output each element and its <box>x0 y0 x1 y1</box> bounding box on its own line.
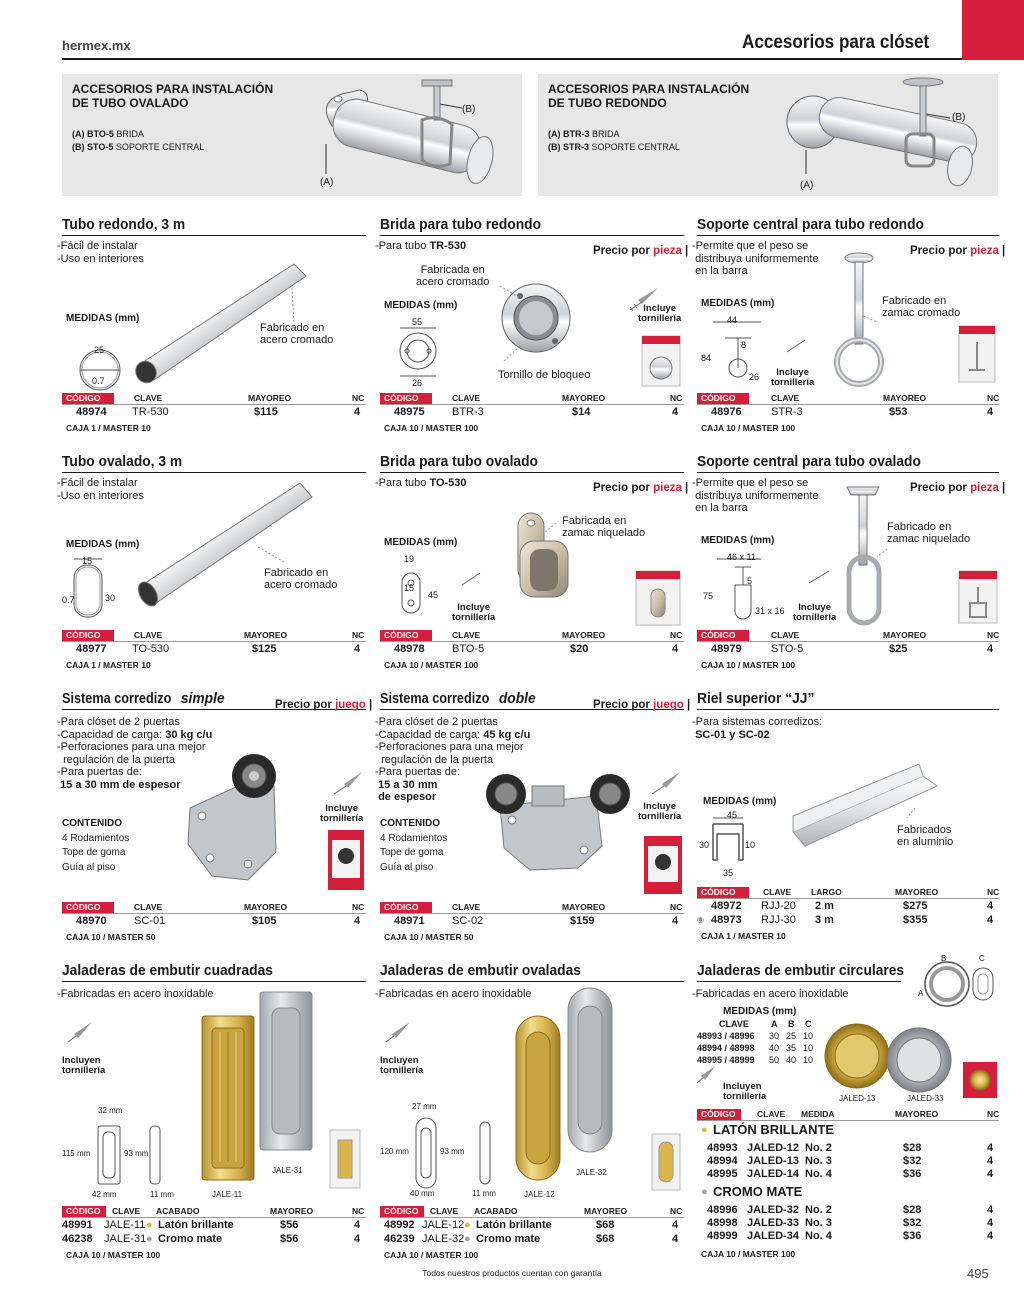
product-riel-jj <box>692 690 999 890</box>
dim-width: 19 <box>404 554 415 564</box>
banner-title-line1: ACCESORIOS PARA INSTALACIÓN <box>72 82 274 96</box>
packaging: CAJA 10 / MASTER 100 <box>384 660 479 670</box>
contents-list: CONTENIDO 4 Rodamientos Tope de goma Guía al piso <box>380 818 448 873</box>
col-codigo: CÓDIGO <box>380 630 432 641</box>
col-mayoreo: MAYOREO <box>248 393 292 403</box>
col-clave: CLAVE <box>452 902 481 912</box>
col-acabado: ACABADO <box>156 1206 200 1216</box>
product-corredizo-simple <box>57 690 373 900</box>
col-mayoreo: MAYOREO <box>883 630 927 640</box>
brass-swatch-icon: ● <box>464 1219 471 1231</box>
warranty-footer: Todos nuestros productos cuentan con garantía <box>422 1268 602 1278</box>
sliding-system-simple-image <box>62 690 366 900</box>
col-mayoreo: MAYOREO <box>895 1109 939 1119</box>
col-mayoreo: MAYOREO <box>895 887 939 897</box>
dim-b: 26 <box>749 372 760 382</box>
banner-item-b: (B) STO-5 SOPORTE CENTRAL <box>72 142 205 152</box>
chrome-swatch-icon: ● <box>701 1186 708 1198</box>
image-label-1: JALED-13 <box>839 1094 876 1103</box>
col-codigo: CÓDIGO <box>62 393 114 404</box>
packaging: CAJA 10 / MASTER 100 <box>384 1250 479 1260</box>
col-codigo: CÓDIGO <box>62 630 114 641</box>
label-a: (A) <box>800 180 814 191</box>
packaging: CAJA 10 / MASTER 100 <box>701 423 796 433</box>
col-codigo: CÓDIGO <box>380 393 432 404</box>
oval-pull-image <box>380 962 684 1202</box>
table-row: ◉ 48973 RJJ-30 3 m $355 4 <box>697 914 994 926</box>
dim-thickness: 0.7 <box>92 376 105 386</box>
banner-item-a: (A) BTO-5 BRIDA <box>72 129 144 139</box>
col-nc: NC <box>987 393 1000 403</box>
col-nc: NC <box>352 902 365 912</box>
dim-thickness: 0.7 <box>62 595 75 605</box>
dim-height: 30 <box>105 593 116 603</box>
table-row: 46239 JALE-32 ● Cromo mate $68 4 <box>384 1233 679 1245</box>
packaging: CAJA 10 / MASTER 100 <box>384 423 479 433</box>
dim-a: 5 <box>747 576 753 586</box>
price-unit: Precio por pieza | <box>593 245 689 257</box>
includes-screws: Incluye tornillería <box>771 367 815 388</box>
image-label-2: JALED-33 <box>907 1094 944 1103</box>
table-row: 48975 BTR-3 $14 4 <box>394 406 679 418</box>
packaging: CAJA 10 / MASTER 100 <box>701 660 796 670</box>
label-b: (B) <box>462 104 476 115</box>
col-nc: NC <box>670 902 683 912</box>
col-clave: CLAVE <box>452 630 481 640</box>
product-bullets: -Fácil de instalar -Uso en interiores <box>57 240 144 265</box>
col-nc: NC <box>987 887 1000 897</box>
col-mayoreo: MAYOREO <box>883 393 927 403</box>
product-brida-ovalado <box>375 453 689 633</box>
banner-title-line2: DE TUBO OVALADO <box>72 96 189 110</box>
image-label-2: JALE-32 <box>576 1168 607 1177</box>
dim-inner: 93 mm <box>124 1149 149 1158</box>
measurements-title: MEDIDAS (mm) <box>384 300 458 311</box>
product-brida-redondo <box>375 216 689 396</box>
packaging: CAJA 1 / MASTER 10 <box>66 423 151 433</box>
banner-item-b: (B) STR-3 SOPORTE CENTRAL <box>548 142 680 152</box>
table-row: 46238 JALE-31 ● Cromo mate $56 4 <box>62 1233 361 1245</box>
label-b: (B) <box>952 112 966 123</box>
round-tube-assembly-illustration <box>538 74 998 196</box>
oval-tube-assembly-illustration <box>62 74 522 196</box>
col-codigo: CÓDIGO <box>697 887 749 898</box>
col-acabado: ACABADO <box>474 1206 518 1216</box>
table-row: 48999 JALED-34 No. 4 $36 4 <box>707 1230 994 1242</box>
product-soporte-redondo <box>692 216 1006 396</box>
col-nc: NC <box>987 1109 1000 1119</box>
measurements-title: MEDIDAS (mm) <box>703 796 777 807</box>
packaging: CAJA 10 / MASTER 50 <box>66 932 156 942</box>
col-mayoreo: MAYOREO <box>244 902 288 912</box>
price-unit: Precio por pieza | <box>910 245 1006 257</box>
table-row: 48998 JALED-33 No. 3 $32 4 <box>707 1217 994 1229</box>
product-jaladeras-ovaladas <box>375 962 684 1202</box>
price-unit: Precio por juego | <box>593 699 691 711</box>
price-unit: Precio por juego | <box>275 699 373 711</box>
col-clave: CLAVE <box>763 887 792 897</box>
includes-screws: Incluye tornillería <box>452 602 496 623</box>
dim-height: 30 <box>699 840 710 850</box>
product-title: Tubo redondo, 3 m <box>62 216 366 236</box>
dim-base: 35 <box>723 868 734 878</box>
material-note: Fabricado en zamac niquelado <box>887 521 971 545</box>
col-mayoreo: MAYOREO <box>270 1206 314 1216</box>
col-nc: NC <box>670 393 683 403</box>
col-clave: CLAVE <box>134 902 163 912</box>
product-title: Riel superior “JJ” <box>697 690 999 710</box>
table-row: 48991 JALE-11 ● Latón brillante $56 4 <box>62 1219 361 1231</box>
table-row: 48977 TO-530 $125 4 <box>76 643 361 655</box>
table-row: 48971 SC-02 $159 4 <box>394 915 679 927</box>
product-bullets: -Fabricadas en acero inoxidable <box>375 988 532 1000</box>
dim-height: 84 <box>701 353 712 363</box>
group-header-cromo: ● CROMO MATE <box>701 1184 803 1199</box>
brass-swatch-icon: ● <box>701 1124 708 1136</box>
dim-b: 31 x 16 <box>755 606 785 616</box>
table-row: 48976 STR-3 $53 4 <box>711 406 994 418</box>
dim-inner: 15 <box>404 583 415 593</box>
material-note: Fabricada en acero cromado <box>416 264 490 288</box>
contents-list: CONTENIDO 4 Rodamientos Tope de goma Guía al piso <box>62 818 130 873</box>
product-jaladeras-circulares: Jaladeras de embutir circulares -Fabricadas en acero inoxidable MEDIDAS (mm) CLAVE A B C 48993 / 48996 30 25 10 48994 / 48998 40 35 10 48995 / 48999 50 40 10 B C A JALED-13 JALED-33 Incluyen tornillería <box>697 962 999 1112</box>
table-row: 48995 JALED-14 No. 4 $36 4 <box>707 1168 994 1180</box>
material-note: Fabricado en acero cromado <box>260 322 334 346</box>
square-pull-image <box>62 962 366 1202</box>
product-bullets: -Permite que el peso se distribuya uniformemente en la barra <box>692 240 819 277</box>
includes-screws: Incluyen tornillería <box>723 1081 767 1102</box>
col-mayoreo: MAYOREO <box>562 393 606 403</box>
product-bullets: -Para tubo TR-530 <box>375 240 467 252</box>
table-row: 48994 JALED-13 No. 3 $32 4 <box>707 1155 994 1167</box>
image-label-1: JALE-11 <box>212 1190 243 1199</box>
col-codigo: CÓDIGO <box>380 902 432 913</box>
col-nc: NC <box>987 630 1000 640</box>
chrome-swatch-icon: ● <box>464 1233 471 1245</box>
table-row: 48996 JALED-32 No. 2 $28 4 <box>707 1204 994 1216</box>
packaging: CAJA 10 / MASTER 100 <box>701 1249 796 1259</box>
dim-width: 44 <box>727 315 738 325</box>
product-jaladeras-cuadradas <box>57 962 366 1202</box>
lock-screw-note: Tornillo de bloqueo <box>498 369 591 381</box>
dim-height: 45 <box>428 590 439 600</box>
brass-swatch-icon: ● <box>146 1219 153 1231</box>
table-row: 48974 TR-530 $115 4 <box>76 406 361 418</box>
site-url[interactable]: hermex.mx <box>62 38 131 53</box>
packaging: CAJA 10 / MASTER 100 <box>66 1250 161 1260</box>
chrome-swatch-icon: ● <box>146 1233 153 1245</box>
page-title: Accesorios para clóset <box>742 32 930 53</box>
table-row: 48993 JALED-12 No. 2 $28 4 <box>707 1142 994 1154</box>
dim-width: 15 <box>82 556 93 566</box>
col-clave: CLAVE <box>771 393 800 403</box>
product-title: Sistema corredizodoble <box>380 690 684 710</box>
group-header-laton: ● LATÓN BRILLANTE <box>701 1122 835 1137</box>
includes-screws: Incluye tornillería <box>793 602 837 623</box>
product-title: Jaladeras de embutir circulares <box>697 962 901 982</box>
col-clave: CLAVE <box>134 630 163 640</box>
product-bullets: -Permite que el peso se distribuya uniformemente en la barra <box>692 477 819 514</box>
col-codigo: CÓDIGO <box>697 393 749 404</box>
col-largo: LARGO <box>811 887 842 897</box>
col-mayoreo: MAYOREO <box>584 1206 628 1216</box>
table-row: 48970 SC-01 $105 4 <box>76 915 361 927</box>
measurements-title: MEDIDAS (mm) <box>723 1006 797 1017</box>
measurements-title: MEDIDAS (mm) <box>66 539 140 550</box>
price-unit: Precio por pieza | <box>593 482 689 494</box>
col-clave: CLAVE <box>771 630 800 640</box>
col-codigo: CÓDIGO <box>62 1206 106 1217</box>
banner-tubo-redondo <box>538 74 998 196</box>
col-codigo: CÓDIGO <box>697 1109 741 1120</box>
product-title: Jaladeras de embutir cuadradas <box>62 962 366 982</box>
col-medida: MEDIDA <box>801 1109 835 1119</box>
dim-height: 75 <box>703 591 714 601</box>
product-title: Brida para tubo ovalado <box>380 453 684 473</box>
measurements-title: MEDIDAS (mm) <box>701 535 775 546</box>
includes-screws: Incluyen tornillería <box>62 1055 106 1076</box>
measurements-title: MEDIDAS (mm) <box>701 298 775 309</box>
material-note: Fabricada en zamac niquelado <box>562 515 646 539</box>
dim-base: 40 mm <box>410 1189 435 1198</box>
measurements-title: MEDIDAS (mm) <box>384 537 458 548</box>
col-nc: NC <box>670 1206 683 1216</box>
product-title: Soporte central para tubo ovalado <box>697 453 999 473</box>
packaging: CAJA 1 / MASTER 10 <box>66 660 151 670</box>
packaging: CAJA 10 / MASTER 50 <box>384 932 474 942</box>
product-title: Jaladeras de embutir ovaladas <box>380 962 684 982</box>
banner-title-line2: DE TUBO REDONDO <box>548 96 667 110</box>
table-row: 48978 BTO-5 $20 4 <box>394 643 679 655</box>
product-title: Sistema corredizosimple <box>62 690 366 710</box>
includes-screws: Incluye tornillería <box>638 801 682 822</box>
header-rule <box>62 58 962 60</box>
product-bullets: -Fácil de instalar -Uso en interiores <box>57 477 144 502</box>
col-clave: CLAVE <box>452 393 481 403</box>
col-mayoreo: MAYOREO <box>244 630 288 640</box>
dim-width: 46 x 11 <box>727 552 756 562</box>
col-codigo: CÓDIGO <box>697 630 749 641</box>
section-tab <box>962 0 1024 60</box>
dim-base: 42 mm <box>92 1190 117 1199</box>
image-label-2: JALE-31 <box>272 1166 303 1175</box>
product-bullets: -Para clóset de 2 puertas -Capacidad de carga: 30 kg c/u -Perforaciones para una mejor regulación de la puerta -Para puertas de: 15 a 30 mm de espesor <box>57 716 213 791</box>
product-title: Tubo ovalado, 3 m <box>62 453 366 473</box>
material-note: Fabricado en acero cromado <box>264 567 338 591</box>
label-a: (A) <box>320 177 334 188</box>
dim-label-a: A <box>918 989 924 998</box>
col-mayoreo: MAYOREO <box>562 902 606 912</box>
banner-item-a: (A) BTR-3 BRIDA <box>548 129 620 139</box>
col-codigo: CÓDIGO <box>62 902 114 913</box>
product-title: Soporte central para tubo redondo <box>697 216 999 236</box>
table-row: 48972 RJJ-20 2 m $275 4 <box>711 900 994 912</box>
packaging: CAJA 1 / MASTER 10 <box>701 931 786 941</box>
dim-height: 120 mm <box>380 1147 409 1156</box>
dim-label-b: B <box>941 954 947 963</box>
sliding-system-doble-image <box>380 690 684 900</box>
includes-screws: Incluyen tornillería <box>380 1055 424 1076</box>
dim-label-c: C <box>979 954 985 963</box>
col-mayoreo: MAYOREO <box>562 630 606 640</box>
col-nc: NC <box>670 630 683 640</box>
product-bullets: -Para tubo TO-530 <box>375 477 467 489</box>
product-bullets: -Fabricadas en acero inoxidable <box>692 988 849 1000</box>
dim-width: 27 mm <box>412 1102 437 1111</box>
dim-inner: 93 mm <box>440 1147 465 1156</box>
col-clave: CLAVE <box>112 1206 141 1216</box>
table-row: 48992 JALE-12 ● Latón brillante $68 4 <box>384 1219 679 1231</box>
dim-height: 26 <box>412 378 423 388</box>
dim-height: 115 mm <box>62 1149 91 1158</box>
col-nc: NC <box>352 393 365 403</box>
material-note: Fabricados en aluminio <box>897 824 954 848</box>
product-corredizo-doble <box>375 690 691 900</box>
product-tubo-ovalado <box>57 453 366 633</box>
product-bullets: -Para clóset de 2 puertas -Capacidad de carga: 45 kg c/u -Perforaciones para una mejor regulación de la puerta -Para puertas de: 15 a 30 mm de espesor <box>375 716 531 803</box>
dim-width: 45 <box>727 810 738 820</box>
includes-screws: Incluye tornillería <box>638 303 682 324</box>
eye-icon: ◉ <box>697 915 704 924</box>
measurements-title: MEDIDAS (mm) <box>66 313 140 324</box>
dim-depth: 11 mm <box>472 1189 496 1198</box>
dim-a: 8 <box>741 340 747 350</box>
image-label-1: JALE-12 <box>524 1190 555 1199</box>
rail-image <box>697 690 999 890</box>
includes-screws: Incluye tornillería <box>320 803 364 824</box>
product-title: Brida para tubo redondo <box>380 216 684 236</box>
col-clave: CLAVE <box>134 393 163 403</box>
table-row: 48979 STO-5 $25 4 <box>711 643 994 655</box>
banner-title-line1: ACCESORIOS PARA INSTALACIÓN <box>548 82 750 96</box>
product-bullets: -Para sistemas corredizos: SC-01 y SC-02 <box>692 716 823 741</box>
col-nc: NC <box>352 630 365 640</box>
col-codigo: CÓDIGO <box>380 1206 424 1217</box>
page-number: 495 <box>967 1266 989 1281</box>
price-unit: Precio por pieza | <box>910 482 1006 494</box>
dim-depth: 11 mm <box>150 1190 174 1199</box>
material-note: Fabricado en zamac cromado <box>882 295 961 319</box>
dim-width: 55 <box>412 317 423 327</box>
col-clave: CLAVE <box>430 1206 459 1216</box>
banner-tubo-ovalado <box>62 74 522 196</box>
dim-inner: 10 <box>745 840 756 850</box>
col-nc: NC <box>352 1206 365 1216</box>
dim-width: 32 mm <box>98 1106 123 1115</box>
product-bullets: -Fabricadas en acero inoxidable <box>57 988 214 1000</box>
product-soporte-ovalado <box>692 453 1006 633</box>
col-clave: CLAVE <box>757 1109 786 1119</box>
dim-diameter: 25 <box>94 345 105 355</box>
